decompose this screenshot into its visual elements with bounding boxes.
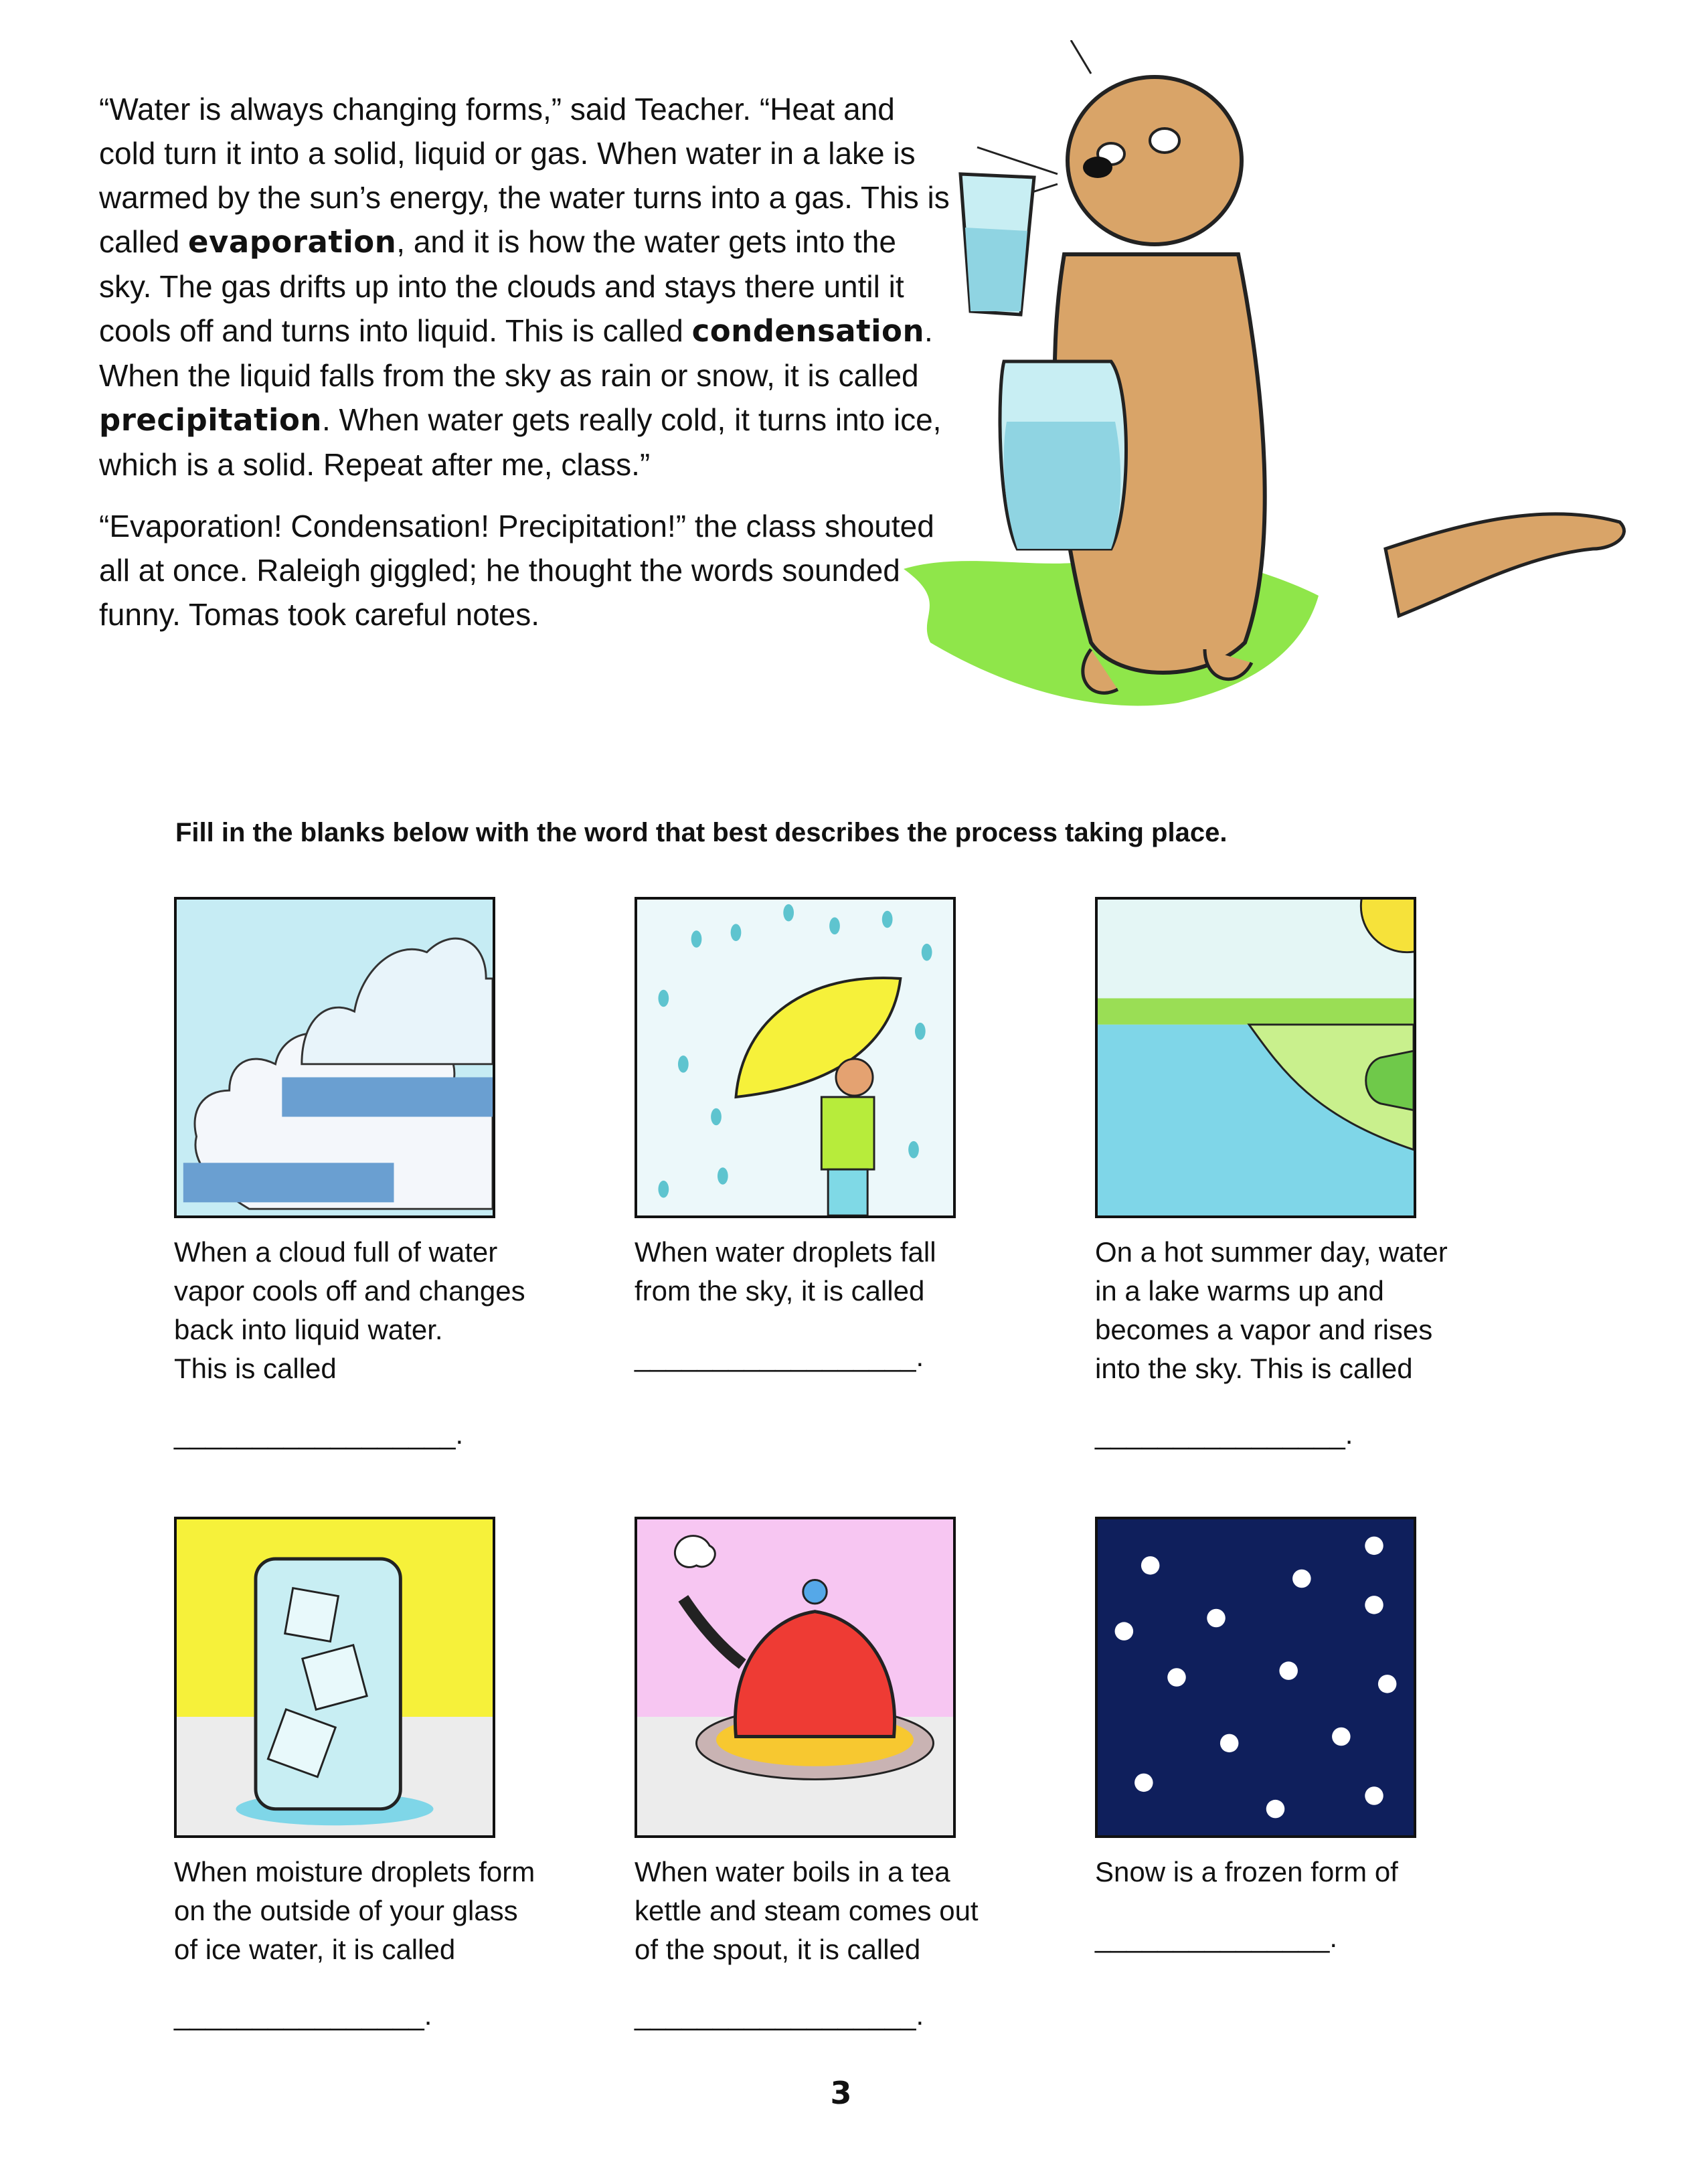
- otter-teacher-illustration: [890, 40, 1647, 750]
- card-caption: [635, 1853, 1036, 2035]
- caption-line: Snow is a frozen form of: [1095, 1856, 1398, 1887]
- caption-line: When a cloud full of water: [174, 1236, 498, 1268]
- caption-line: of the spout, it is called: [635, 1934, 921, 1965]
- card-precipitation: [635, 897, 1036, 1376]
- caption-line: This is called: [174, 1353, 337, 1384]
- intro-text-segment: . When the liquid falls from the sky as rain or snow, it is called: [99, 313, 933, 393]
- card-caption: [1095, 1853, 1497, 1957]
- intro-text: [99, 87, 956, 654]
- card-tea-kettle: [635, 1517, 1036, 2035]
- card-ice-glass: [174, 1517, 576, 2035]
- caption-line: On a hot summer day, water: [1095, 1236, 1448, 1268]
- caption-line: When water boils in a tea: [635, 1856, 950, 1887]
- card-snow: [1095, 1517, 1497, 1957]
- answer-blank[interactable]: ________________.: [1095, 1418, 1353, 1450]
- intro-paragraph-1: [99, 87, 956, 487]
- caption-line: of ice water, it is called: [174, 1934, 456, 1965]
- answer-blank[interactable]: __________________.: [174, 1418, 464, 1450]
- rain-umbrella-picture: [635, 897, 956, 1218]
- intro-text-segment: , and it is how the water gets into the sky. The gas drifts up into the clouds and stays there until it cools off and turns into liquid. This is called: [99, 224, 904, 348]
- answer-blank[interactable]: _______________.: [1095, 1922, 1338, 1953]
- caption-line: vapor cools off and changes: [174, 1275, 525, 1307]
- caption-line: from the sky, it is called: [635, 1275, 925, 1307]
- term-precipitation: precipitation: [99, 402, 322, 438]
- intro-text-segment: . When water gets really cold, it turns into ice, which is a solid. Repeat after me, class.”: [99, 402, 942, 482]
- intro-paragraph-2: “Evaporation! Condensation! Precipitation!” the class shouted all at once. Raleigh giggled; he thought the words sounded funny. Tomas took careful notes.: [99, 509, 934, 632]
- term-condensation: condensation: [691, 313, 925, 349]
- lake-sun-picture: [1095, 897, 1416, 1218]
- caption-line: into the sky. This is called: [1095, 1353, 1413, 1384]
- answer-blank[interactable]: __________________.: [635, 1999, 924, 2031]
- page-number: 3: [830, 2075, 852, 2111]
- card-condensation: [174, 897, 576, 1454]
- caption-line: When water droplets fall: [635, 1236, 936, 1268]
- ice-glass-picture: [174, 1517, 495, 1838]
- caption-line: kettle and steam comes out: [635, 1895, 979, 1926]
- caption-line: on the outside of your glass: [174, 1895, 518, 1926]
- answer-blank[interactable]: __________________.: [635, 1341, 924, 1372]
- intro-text-segment: “Water is always changing forms,” said Teacher. “Heat and cold turn it into a solid, liquid or gas. When water in a lake is warmed by the sun’s energy, the water turns into a gas. This is called: [99, 92, 950, 259]
- tea-kettle-picture: [635, 1517, 956, 1838]
- term-evaporation: evaporation: [187, 224, 397, 260]
- card-caption: [174, 1853, 576, 2035]
- caption-line: When moisture droplets form: [174, 1856, 535, 1887]
- card-caption: [1095, 1233, 1497, 1454]
- clouds-picture: [174, 897, 495, 1218]
- caption-line: back into liquid water.: [174, 1314, 443, 1345]
- card-caption: [635, 1233, 1036, 1376]
- card-caption: [174, 1233, 576, 1454]
- answer-blank[interactable]: ________________.: [174, 1999, 432, 2031]
- caption-line: in a lake warms up and: [1095, 1275, 1384, 1307]
- card-evaporation: [1095, 897, 1497, 1454]
- snowflakes-picture: [1095, 1517, 1416, 1838]
- instruction-heading: Fill in the blanks below with the word that best describes the process taking place.: [175, 818, 1228, 847]
- caption-line: becomes a vapor and rises: [1095, 1314, 1433, 1345]
